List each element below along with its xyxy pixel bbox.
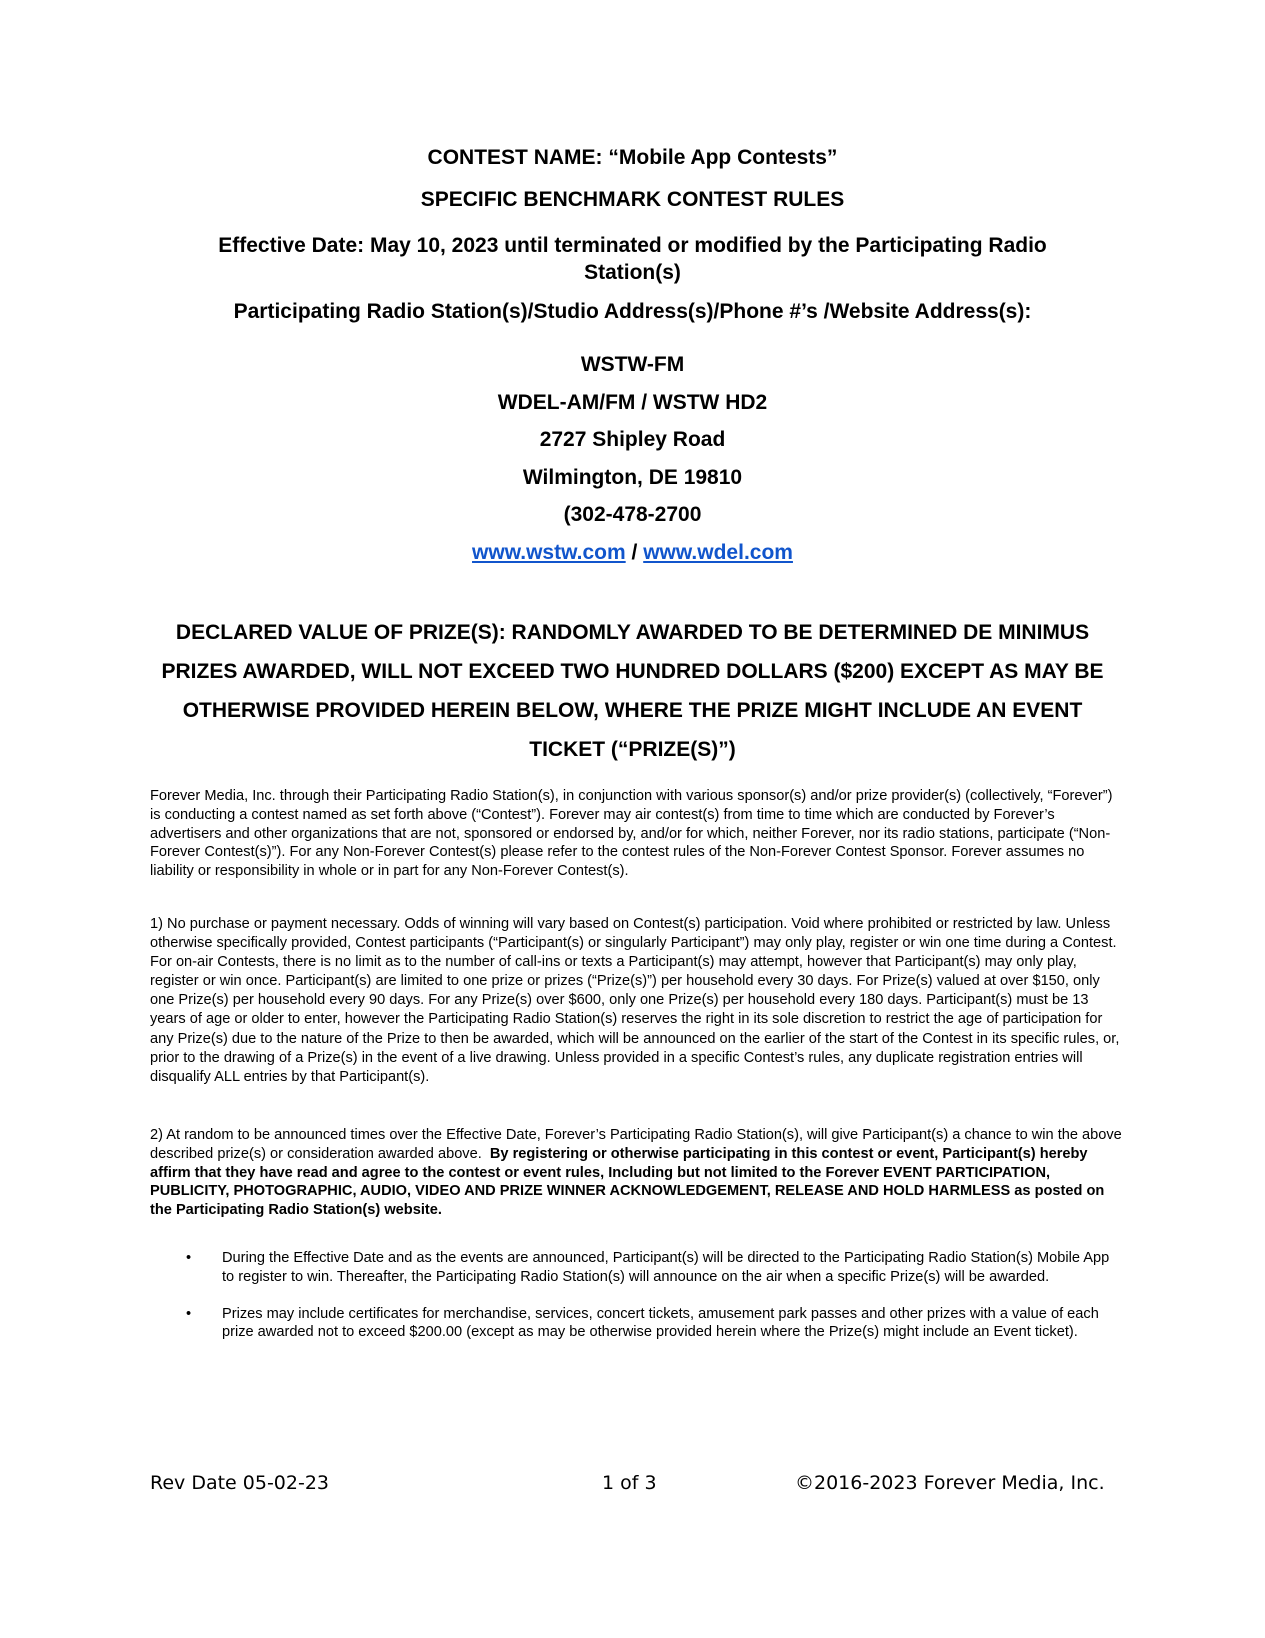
station-call-sign-2: WDEL-AM/FM / WSTW HD2 bbox=[497, 391, 768, 414]
list-item-text: During the Effective Date and as the events are announced, Participant(s) will be directed to the Participating Radio Station(s) Mobile App to register to win. Thereafter, the Participating Radio Station(s) will announce on the air when a specific Prize(s) will be awarded. bbox=[222, 1250, 1110, 1285]
station-call-sign-1: WSTW-FM bbox=[580, 353, 685, 376]
rule-2-paragraph bbox=[150, 1126, 1122, 1220]
bullet-icon: • bbox=[186, 1250, 192, 1266]
effective-date-heading: Effective Date: May 10, 2023 until terminated or modified by the Participating Radio Station(s) bbox=[218, 234, 1047, 284]
footer-copyright: ©2016-2023 Forever Media, Inc. bbox=[795, 1472, 1105, 1494]
rules-bullet-list bbox=[150, 1249, 1122, 1360]
rules-title-heading: SPECIFIC BENCHMARK CONTEST RULES bbox=[420, 188, 845, 211]
footer-rev-date: Rev Date 05-02-23 bbox=[150, 1472, 330, 1494]
list-item bbox=[150, 1305, 1122, 1343]
footer-page-number: 1 of 3 bbox=[602, 1472, 657, 1494]
station-websites bbox=[150, 541, 1115, 565]
website-separator: / bbox=[631, 541, 638, 564]
stations-heading: Participating Radio Station(s)/Studio Address(s)/Phone #’s /Website Address(s): bbox=[233, 300, 1032, 323]
station-city-address: Wilmington, DE 19810 bbox=[522, 466, 743, 489]
contest-name-heading: CONTEST NAME: “Mobile App Contests” bbox=[427, 146, 838, 169]
intro-paragraph: Forever Media, Inc. through their Participating Radio Station(s), in conjunction with various sponsor(s) and/or prize provider(s) (collectively, “Forever”) is conducting a contest named as set forth above (“Contest”). Forever may air contest(s) from time to time which are conducted by Forever’s advertisers and other organizations that are not, sponsored or endorsed by, and/or for which, neither Forever, nor its radio stations, participate (“Non-Forever Contest(s)”). For any Non-Forever Contest(s) please refer to the contest rules of the Non-Forever Contest Sponsor. Forever assumes no liability or responsibility in whole or in part for any Non-Forever Contest(s). bbox=[150, 788, 1113, 880]
list-item-text: Prizes may include certificates for merchandise, services, concert tickets, amusement park passes and other prizes with a value of each prize awarded not to exceed $200.00 (except as may be otherwise provided herein where the Prize(s) might include an Event ticket). bbox=[222, 1305, 1099, 1341]
list-item bbox=[150, 1249, 1122, 1287]
website-link-wdel[interactable]: www.wdel.com bbox=[643, 541, 793, 564]
rule-1-paragraph: 1) No purchase or payment necessary. Odds of winning will vary based on Contest(s) participation. Void where prohibited or restricted by law. Unless otherwise specifically provided, Contest participants (“Participant(s) or singularly Participant”) may only play, register or win one time during a Contest. For on-air Contests, there is no limit as to the number of call-ins or texts a Participant(s) may attempt, however that Participant(s) may only play, register or win once. Participant(s) are limited to one prize or prizes (“Prize(s)”) per household every 30 days. For Prize(s) valued at over $150, only one Prize(s) per household every 90 days. For any Prize(s) over $600, only one Prize(s) per household every 180 days. Participant(s) must be 13 years of age or older to enter, however the Participating Radio Station(s) reserves the right in its sole discretion to restrict the age of participation for any Prize(s) due to the nature of the Prize to then be awarded, which will be announced on the earlier of the start of the Contest in its specific rules, or, prior to the drawing of a Prize(s) in the event of a live drawing. Unless provided in a specific Contest’s rules, any duplicate registration entries will disqualify ALL entries by that Participant(s). bbox=[150, 916, 1120, 1085]
declared-value-heading: DECLARED VALUE OF PRIZE(S): RANDOMLY AWARDED TO BE DETERMINED DE MINIMUS PRIZES AWARDED, WILL NOT EXCEED TWO HUNDRED DOLLARS ($200) EXCEPT AS MAY BE OTHERWISE PROVIDED HEREIN BELOW, WHERE THE PRIZE MIGHT INCLUDE AN EVENT TICKET (“PRIZE(S)”) bbox=[161, 621, 1104, 761]
rule-2-text: 2) At random to be announced times over the Effective Date, Forever’s Participating Radio Station(s), will give Participant(s) a chance to win the above described prize(s) or consideration awarded above. bbox=[150, 1127, 1122, 1162]
bullet-icon: • bbox=[186, 1305, 192, 1322]
rule-2-bold-text: By registering or otherwise participating in this contest or event, Participant(s) hereby affirm that they have read and agree to the contest or event rules, Including but not limited to the Forever EVENT PARTICIPATION, PUBLICITY, PHOTOGRAPHIC, AUDIO, VIDEO AND PRIZE WINNER ACKNOWLEDGEMENT, RELEASE AND HOLD HARMLESS as posted on the Participating Radio Station(s) website. bbox=[150, 1145, 1105, 1219]
station-phone: (302-478-2700 bbox=[563, 503, 702, 526]
website-link-wstw[interactable]: www.wstw.com bbox=[472, 541, 626, 564]
station-street-address: 2727 Shipley Road bbox=[539, 428, 726, 451]
